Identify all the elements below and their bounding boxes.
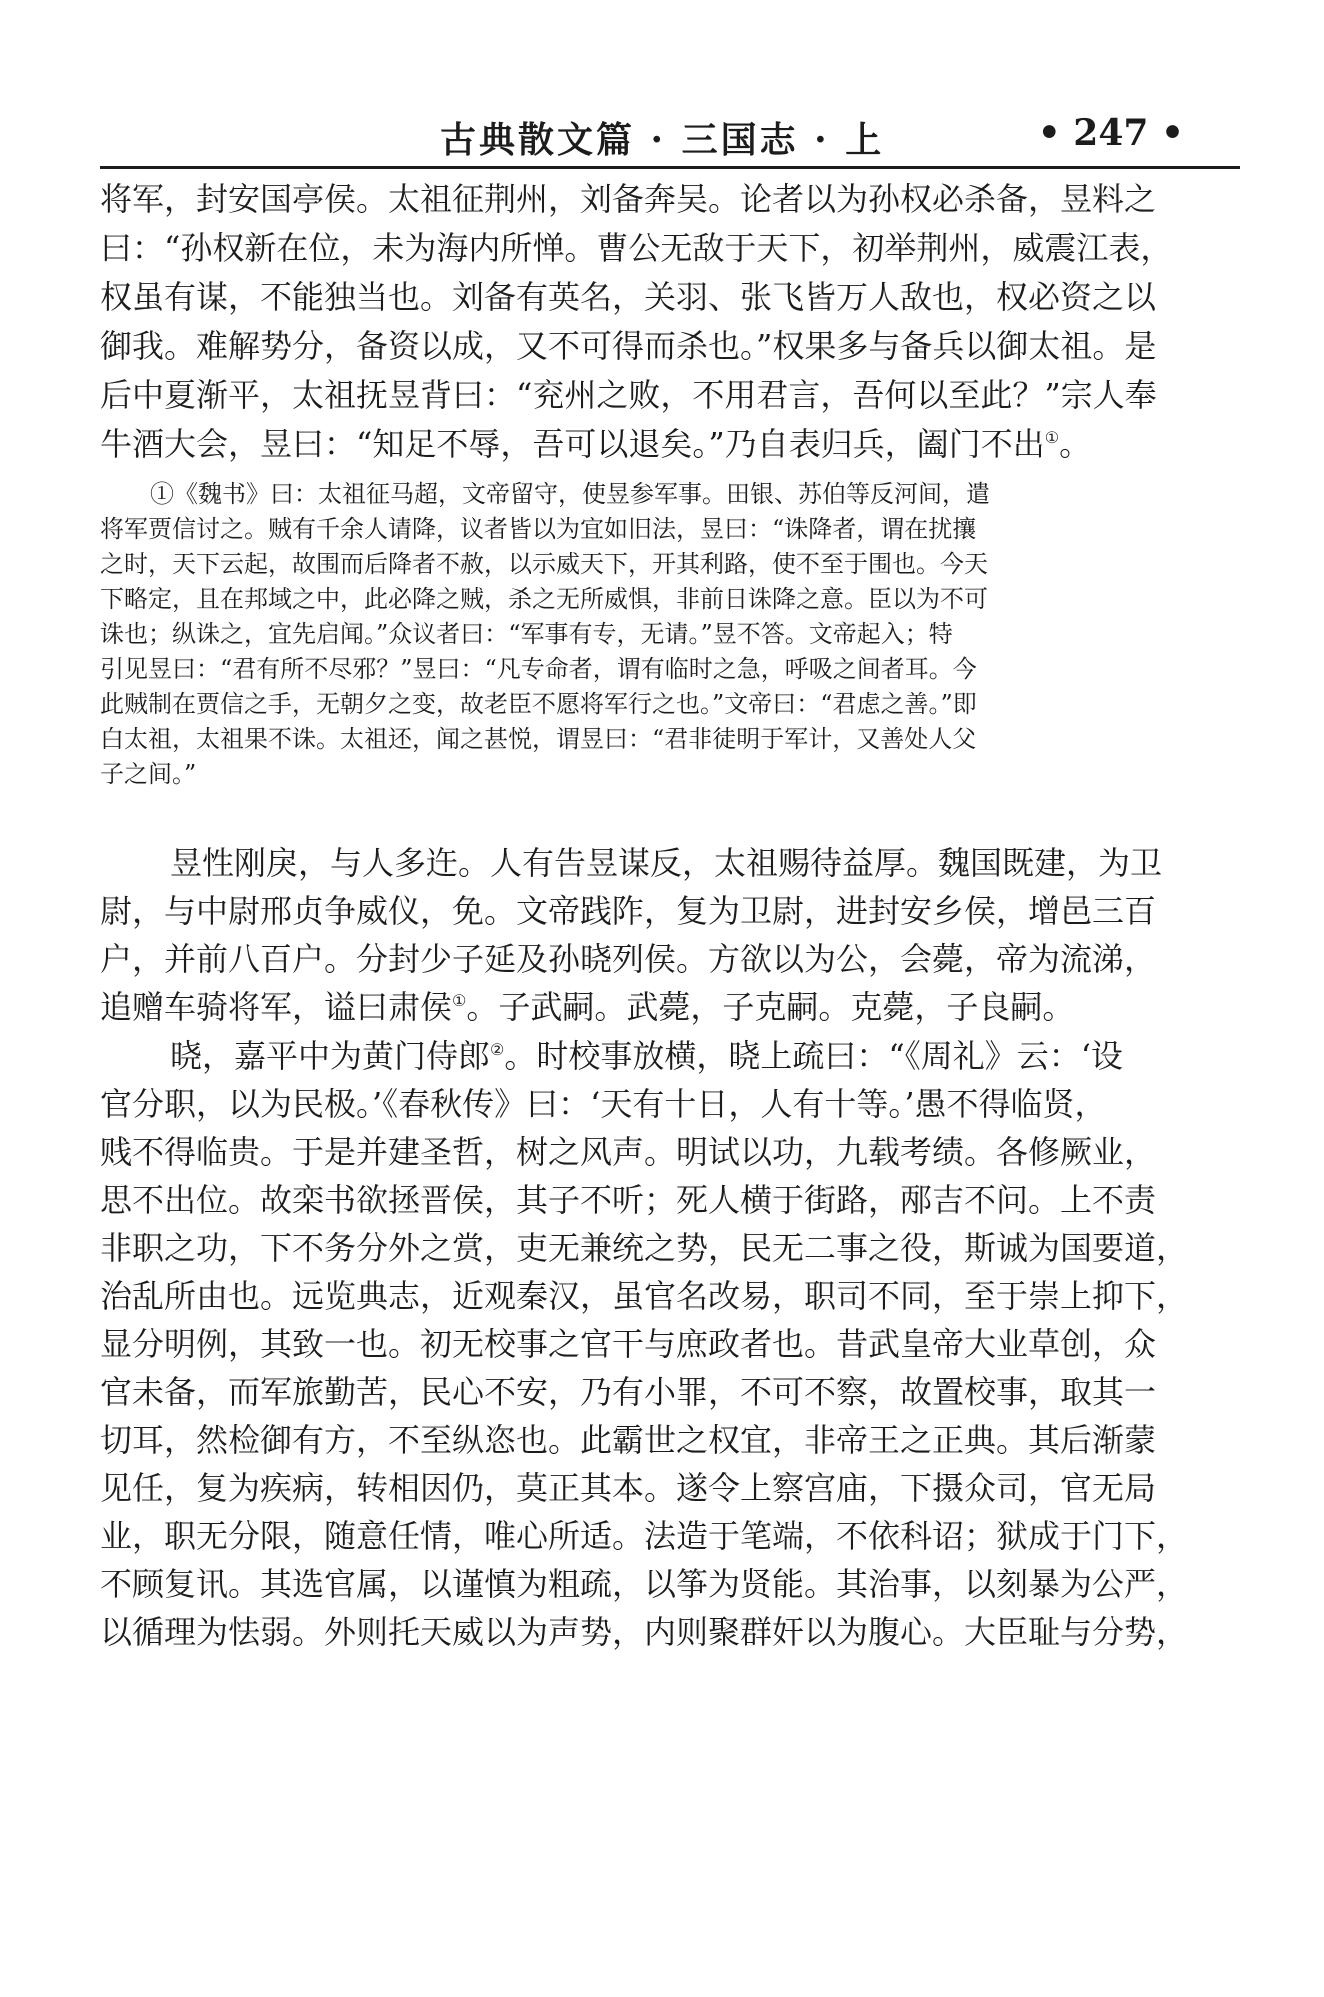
text-run: 。: [1059, 425, 1092, 463]
text-line: 御我。难解势分，备资以成，又不可得而杀也。”权果多与备兵以御太祖。是: [100, 327, 1157, 365]
text-line: 官未备，而军旅勤苦，民心不安，乃有小罪，不可不察，故置校事，取其一: [100, 1373, 1157, 1411]
text-line: [100, 982, 1230, 1028]
page-number: • 247 •: [1037, 112, 1184, 154]
text-line: 贱不得临贵。于是并建圣哲，树之风声。明试以功，九载考绩。各修厥业，: [100, 1133, 1157, 1171]
running-title: 古典散文篇 · 三国志 · 上: [440, 119, 885, 161]
footnote-marker: ②: [490, 1040, 505, 1059]
note-line: 白太祖，太祖果不诛。太祖还，闻之甚悦，谓昱曰：“君非徒明于军计，又善处人父: [100, 725, 977, 753]
footnote-marker: ①: [452, 991, 467, 1010]
note-line: ①《魏书》曰：太祖征马超，文帝留守，使昱参军事。田银、苏伯等反河间，遣: [150, 480, 990, 508]
text-line: 将军，封安国亭侯。太祖征荆州，刘备奔吴。论者以为孙权必杀备，昱料之: [100, 180, 1157, 218]
text-line: 见任，复为疾病，转相因仍，莫正其本。遂令上察宫庙，下摄众司，官无局: [100, 1469, 1157, 1507]
text-line: 官分职，以为民极。’《春秋传》曰：‘天有十日，人有十等。’愚不得临贤，: [100, 1085, 1107, 1123]
text-line: 切耳，然检御有方，不至纵恣也。此霸世之权宜，非帝王之正典。其后渐蒙: [100, 1421, 1157, 1459]
text-line: [100, 419, 1230, 465]
text-run: 晓，嘉平中为黄门侍郎: [170, 1037, 491, 1075]
text-line: 户，并前八百户。分封少子延及孙晓列侯。方欲以为公，会薨，帝为流涕，: [100, 940, 1157, 978]
text-line: 后中夏渐平，太祖抚昱背曰：“兖州之败，不用君言，吾何以至此？”宗人奉: [100, 376, 1157, 414]
text-line: [100, 1031, 1230, 1077]
text-line: 昱性刚戾，与人多迕。人有告昱谋反，太祖赐待益厚。魏国既建，为卫: [170, 844, 1163, 882]
text-line: 非职之功，下不务分外之赏，吏无兼统之势，民无二事之役，斯诚为国要道，: [100, 1229, 1189, 1267]
text-line: 不顾复讯。其选官属，以谨慎为粗疏，以筝为贤能。其治事，以刻暴为公严，: [100, 1565, 1189, 1603]
running-header: [100, 104, 1240, 169]
note-line: 引见昱曰：“君有所不尽邪？”昱曰：“凡专命者，谓有临时之急，呼吸之间者耳。今: [100, 655, 977, 683]
text-line: 业，职无分限，随意任情，唯心所适。法造于笔端，不依科诏；狱成于门下，: [100, 1517, 1189, 1555]
text-line: 曰：“孙权新在位，未为海内所惮。曹公无敌于天下，初举荆州，威震江表，: [100, 229, 1173, 267]
note-line: 诛也；纵诛之，宜先启闻。”众议者曰：“军事有专，无请。”昱不答。文帝起入；特: [100, 620, 953, 648]
text-run: 。时校事放横，晓上疏曰：“《周礼》云：‘设: [504, 1037, 1123, 1075]
text-run: 追赠车骑将军，谥曰肃侯: [100, 988, 453, 1026]
text-line: 权虽有谋，不能独当也。刘备有英名，关羽、张飞皆万人敌也，权必资之以: [100, 278, 1157, 316]
text-line: 思不出位。故栾书欲拯晋侯，其子不听；死人横于街路，邴吉不问。上不责: [100, 1181, 1157, 1219]
text-run: 。子武嗣。武薨，子克嗣。克薨，子良嗣。: [466, 988, 1075, 1026]
text-run: 牛酒大会，昱曰：“知足不辱，吾可以退矣。”乃自表归兵，阖门不出: [100, 425, 1045, 463]
text-line: 显分明例，其致一也。初无校事之官干与庶政者也。昔武皇帝大业草创，众: [100, 1325, 1157, 1363]
text-line: 以循理为怯弱。外则托天威以为声势，内则聚群奸以为腹心。大臣耻与分势，: [100, 1613, 1189, 1651]
text-line: 治乱所由也。远览典志，近观秦汉，虽官名改易，职司不同，至于崇上抑下，: [100, 1277, 1189, 1315]
note-line: 将军贾信讨之。贼有千余人请降，议者皆以为宜如旧法，昱曰：“诛降者，谓在扰攘: [100, 515, 977, 543]
note-line: 之时，天下云起，故围而后降者不赦，以示威天下，开其利路，使不至于围也。今天: [100, 550, 988, 578]
note-line: 此贼制在贾信之手，无朝夕之变，故老臣不愿将军行之也。”文帝曰：“君虑之善。”即: [100, 690, 977, 718]
footnote-marker: ①: [1044, 428, 1060, 447]
note-line: 下略定，且在邦域之中，此必降之贼，杀之无所威惧，非前日诛降之意。臣以为不可: [100, 585, 988, 613]
note-line: 子之间。”: [100, 760, 197, 788]
text-line: 尉，与中尉邢贞争威仪，免。文帝践阼，复为卫尉，进封安乡侯，增邑三百: [100, 892, 1157, 930]
